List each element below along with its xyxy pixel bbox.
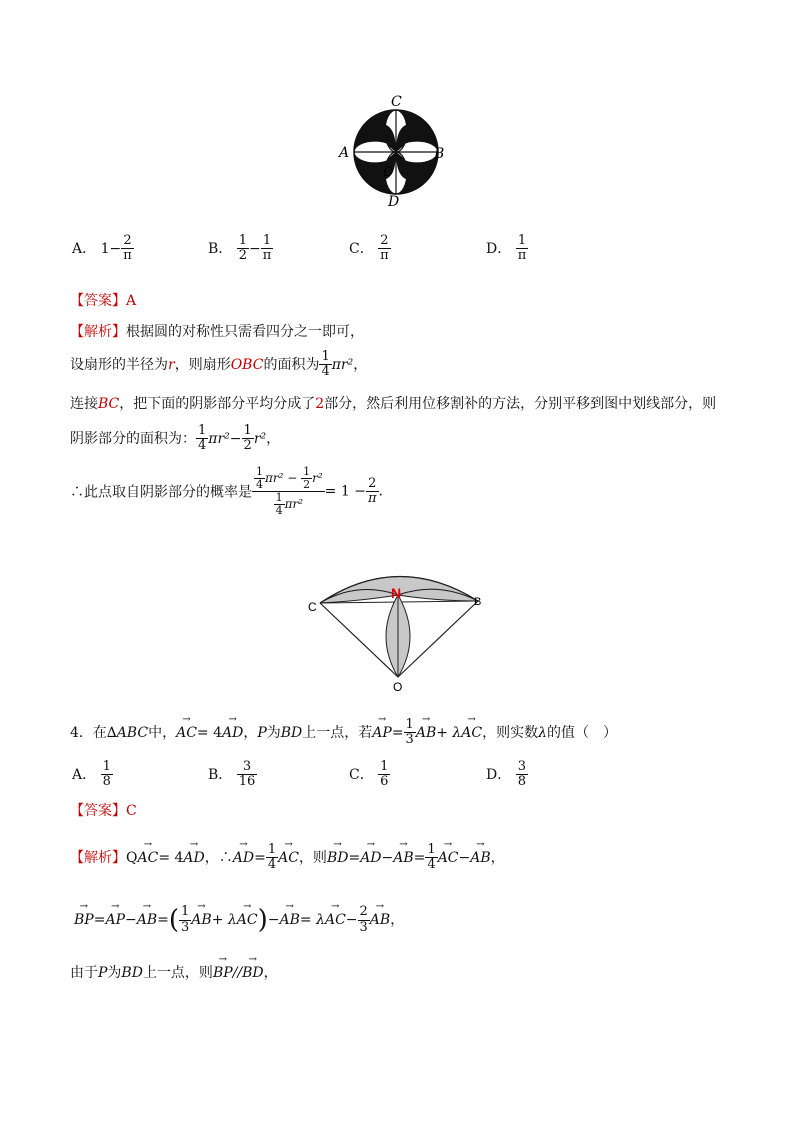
q3-analysis-line2: 设扇形的半径为r，则扇形OBC的面积为 $\frac{1}{4}$ πr²， (70, 349, 368, 380)
q3-option-b: B． $\frac{1}{2}$ − $\frac{1}{\pi}$ (208, 233, 272, 264)
label-B: B (474, 596, 482, 608)
q4-analysis-line3: 由于P为BD上一点，则→ BP//→ BD， (70, 962, 278, 982)
q3-analysis-line3: 连接BC，把下面的阴影部分平均分成了2部分，然后利用位移割补的方法，分别平移到图中划线部分，则 (70, 396, 717, 412)
label-A: A (339, 145, 350, 161)
label-B: B (434, 146, 445, 162)
label-N: N (391, 585, 402, 601)
q3-analysis-line5: ∴此点取自阴影部分的概率是 $\frac{1}{4}$ πr² − $\frac{1}{2}$ r² $\frac{1}{4}$ πr² = 1 − $\frac{2}{\pi}$ . (70, 465, 383, 518)
circle-flower-diagram (330, 92, 460, 210)
q4-stem: 4．在∆ABC中，→ AC= 4→ AD，P为BD上一点，若→ AP= $\frac{1}{3}$ → AB+ λ→ AC，则实数λ的值（ ） (70, 718, 617, 748)
q4-option-a: A． $\frac{1}{8}$ (72, 759, 111, 790)
q4-option-b: B． $\frac{3}{16}$ (208, 759, 256, 790)
label-C: C (391, 94, 402, 110)
q4-answer: 【答案】C (70, 803, 137, 819)
label-C: C (308, 600, 317, 614)
q3-answer: 【答案】A (70, 293, 137, 309)
q4-analysis-line2: → BP=→ AP−→ AB=( $\frac{1}{3}$ → AB+ λ→ AC)−→ AB= λ→ AC− $\frac{2}{3}$ → AB， (74, 905, 404, 935)
q3-analysis-line1: 【解析】根据圆的对称性只需看四分之一即可， (70, 324, 364, 340)
sector-diagram (300, 565, 500, 695)
figure-circle-flower (330, 92, 460, 210)
label-O: O (393, 680, 403, 694)
q3-option-a: A． 1− $\frac{2}{\pi}$ (72, 233, 132, 264)
q4-option-d: D． $\frac{3}{8}$ (486, 759, 526, 790)
q3-analysis-line4: 阴影部分的面积为： $\frac{1}{4}$ πr²− $\frac{1}{2}$ r²， (70, 423, 281, 454)
q3-option-c: C． $\frac{2}{\pi}$ (349, 233, 389, 264)
label-D: D (388, 194, 400, 210)
label-O: O (383, 165, 394, 180)
q3-option-d: D． $\frac{1}{\pi}$ (486, 233, 527, 264)
figure-sector (300, 565, 500, 695)
q4-option-c: C． $\frac{1}{6}$ (349, 759, 389, 790)
q4-analysis-line1: 【解析】Q→ AC= 4→ AD，∴→ AD= $\frac{1}{4}$ → AC，则→ BD=→ AD−→ AB= $\frac{1}{4}$ → AC−→ AB， (70, 843, 505, 873)
